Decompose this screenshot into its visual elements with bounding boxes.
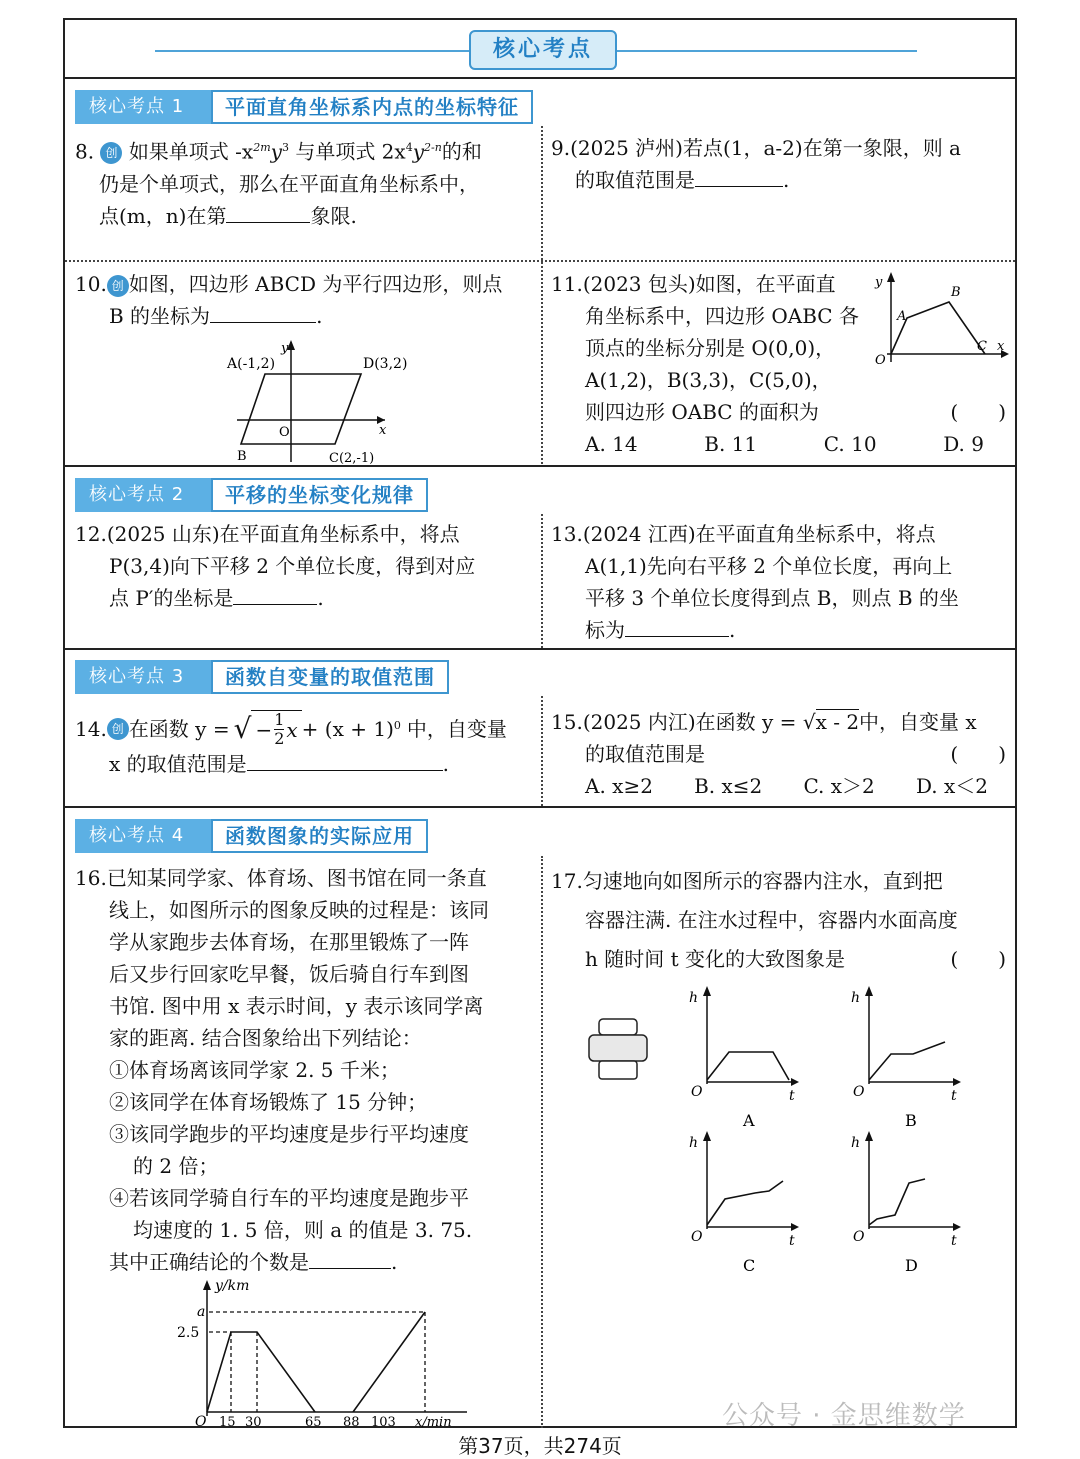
fraction-denominator: 2	[274, 729, 285, 748]
creative-badge: 创	[100, 142, 122, 164]
conclusion-1: ①体育场离该同学家 2. 5 千米；	[109, 1058, 400, 1082]
graph-label-b: B	[905, 1111, 917, 1130]
q12-text: P(3,4)向下平移 2 个单位长度，得到对应	[109, 554, 476, 578]
x-axis-label: x	[997, 339, 1005, 354]
q16-text: 线上，如图所示的图象反映的过程是：该同	[109, 898, 489, 922]
q17-text: h 随时间 t 变化的大致图象是	[585, 947, 845, 971]
q16-text: 已知某同学家、体育场、图书馆在同一条直	[106, 866, 487, 890]
q8-text: 点(m，n)在第	[99, 203, 227, 228]
question-number: 17.	[551, 869, 583, 893]
option-graph-b[interactable]	[847, 980, 967, 1130]
q11-text: 则四边形 OABC 的面积为	[585, 400, 819, 424]
q11-text: 顶点的坐标分别是 O(0,0)，	[585, 336, 836, 360]
question-14: 14. 创 在函数 y = √ − $\frac{1}{2}$ x + (x + 1) 0 中，自变量 x 的取值范围是 .	[75, 710, 507, 776]
y-axis-label: y/km	[215, 1278, 250, 1294]
option-graph-a[interactable]	[685, 980, 805, 1130]
divider	[65, 465, 1015, 467]
q16-text: 其中正确结论的个数是	[109, 1250, 309, 1274]
origin-label: O	[853, 1229, 865, 1245]
question-13	[551, 518, 1006, 646]
q9-text: 的取值范围是	[575, 168, 695, 192]
radicand: x - 2	[815, 710, 860, 734]
point-label-a: A(-1,2)	[227, 356, 276, 372]
q16-text: 家的距离. 结合图象给出下列结论：	[109, 1026, 422, 1050]
q11-text: (2023 包头)如图，在平面直	[582, 272, 836, 296]
page-number: 第37页，共274页	[458, 1434, 622, 1458]
q16-text: 后又步行回家吃早餐，饭后骑自行车到图	[109, 962, 469, 986]
question-number: 16.	[75, 866, 107, 890]
h-axis-label: h	[851, 1135, 861, 1151]
question-number: 9.	[551, 136, 571, 160]
answer-blank[interactable]	[210, 300, 316, 323]
answer-blank[interactable]	[695, 164, 783, 187]
question-number: 11.	[551, 272, 583, 296]
q8-text: 如果单项式 -x	[128, 139, 254, 164]
question-9	[551, 132, 1006, 196]
tick-label-15: 15	[219, 1415, 236, 1430]
q13-text: 标为	[585, 618, 625, 642]
q8-text: 的和	[441, 139, 482, 164]
option-c[interactable]: C. x＞2	[803, 774, 875, 798]
section-header-1	[75, 90, 533, 124]
y-axis-label: y	[281, 341, 289, 356]
section-tag: 核心考点 4	[75, 819, 211, 853]
origin-label: O	[853, 1084, 865, 1100]
q14-text: x 的取值范围是	[109, 752, 247, 776]
option-graph-c[interactable]	[685, 1125, 805, 1275]
q10-text: .	[316, 304, 323, 328]
t-axis-label: t	[951, 1088, 957, 1104]
container-illustration	[585, 1015, 651, 1085]
h-axis-label: h	[689, 1135, 699, 1151]
section-header-2	[75, 478, 428, 512]
question-12	[75, 518, 533, 614]
question-number: 14.	[75, 717, 107, 741]
point-label-b: B	[237, 449, 247, 464]
section-name: 函数自变量的取值范围	[211, 660, 449, 694]
q12-text: (2025 山东)在平面直角坐标系中，将点	[106, 522, 460, 546]
q16-text: 学从家跑步去体育场，在那里锻炼了一阵	[109, 930, 469, 954]
answer-blank[interactable]	[226, 200, 310, 223]
q15-text: (2025 内江)在函数 y =	[582, 710, 797, 734]
conclusion-3: ③该同学跑步的平均速度是步行平均速度	[109, 1122, 469, 1146]
point-label-c: C(2,-1)	[329, 451, 375, 466]
origin-label: O	[875, 353, 886, 368]
graph-label-d: D	[905, 1256, 918, 1275]
column-divider	[541, 126, 543, 464]
q14-text: 中，自变量	[406, 717, 507, 741]
section-name: 平面直角坐标系内点的坐标特征	[211, 90, 533, 124]
parallelogram-figure	[225, 338, 408, 466]
exponent: 0	[393, 719, 401, 732]
q8-text: 与单项式 2x	[295, 139, 406, 164]
question-17	[551, 862, 1006, 979]
divider	[65, 806, 1015, 808]
q14-text: 在函数 y =	[128, 717, 230, 741]
section-name: 平移的坐标变化规律	[211, 478, 428, 512]
origin-label: O	[195, 1414, 207, 1430]
y-axis-label: y	[875, 275, 883, 290]
section-header-3	[75, 660, 449, 694]
q16-text: 书馆. 图中用 x 表示时间，y 表示该同学离	[109, 994, 484, 1018]
q17-text: 匀速地向如图所示的容器内注水，直到把	[582, 869, 943, 893]
column-divider	[541, 856, 543, 1428]
origin-label: O	[691, 1084, 703, 1100]
fraction-numerator: 1	[274, 710, 285, 729]
conclusion-2: ②该同学在体育场锻炼了 15 分钟；	[109, 1090, 428, 1114]
q13-text: 平移 3 个单位长度得到点 B，则点 B 的坐	[585, 586, 959, 610]
answer-blank[interactable]	[309, 1246, 391, 1269]
question-10	[75, 268, 533, 332]
option-b[interactable]: B. 11	[704, 432, 758, 456]
point-label-a: A	[897, 309, 907, 324]
conclusion-3: 的 2 倍；	[133, 1154, 219, 1178]
page-frame	[63, 18, 1017, 1428]
point-label-d: D(3,2)	[363, 356, 408, 372]
option-d[interactable]: D. 9	[943, 432, 984, 456]
option-a[interactable]: A. x≥2	[585, 774, 653, 798]
answer-paren[interactable]: ( )	[950, 947, 1006, 971]
q16-text: .	[391, 1250, 398, 1274]
point-label-c: C	[977, 339, 987, 354]
tick-label-a: a	[197, 1304, 206, 1320]
section-tag: 核心考点 1	[75, 90, 211, 124]
q15-text: 的取值范围是	[585, 742, 705, 766]
q9-text: .	[783, 168, 790, 192]
answer-paren[interactable]: ( )	[950, 742, 1006, 766]
q9-text: (2025 泸州)若点(1，a-2)在第一象限，则 a	[570, 136, 961, 160]
q11-text: 角坐标系中，四边形 OABC 各	[585, 304, 859, 328]
x-axis-label: x/min	[415, 1415, 452, 1430]
origin-label: O	[279, 425, 290, 440]
point-label-b: B	[951, 285, 961, 300]
watermark: 公众号 · 金思维数学	[722, 1401, 966, 1431]
question-16	[75, 862, 533, 1278]
t-axis-label: t	[789, 1233, 795, 1249]
h-axis-label: h	[689, 990, 699, 1006]
creative-badge: 创	[107, 718, 129, 740]
graph-label-c: C	[743, 1256, 756, 1275]
q13-text: A(1,1)先向右平移 2 个单位长度，再向上	[585, 554, 953, 578]
answer-paren[interactable]: ( )	[950, 400, 1006, 424]
tick-label-30: 30	[245, 1415, 262, 1430]
q12-text: 点 P′的坐标是	[109, 586, 234, 610]
section-tag: 核心考点 3	[75, 660, 211, 694]
question-number: 8.	[75, 139, 95, 164]
quadrilateral-figure	[871, 268, 1011, 366]
answer-blank[interactable]	[247, 748, 443, 771]
section-tag: 核心考点 2	[75, 478, 211, 512]
q13-text: (2024 江西)在平面直角坐标系中，将点	[582, 522, 936, 546]
section-name: 函数图象的实际应用	[211, 819, 428, 853]
question-15: 15.(2025 内江)在函数 y = √x - 2中，自变量 x 的取值范围是 ( ) A. x≥2 B. x≤2 C. x＞2 D. x＜2	[551, 706, 1006, 802]
answer-blank[interactable]	[625, 614, 729, 637]
tick-label-103: 103	[371, 1415, 396, 1430]
question-number: 13.	[551, 522, 583, 546]
q12-text: .	[317, 586, 324, 610]
answer-blank[interactable]	[233, 582, 317, 605]
origin-label: O	[691, 1229, 703, 1245]
q14-text: .	[442, 752, 449, 776]
x-axis-label: x	[379, 423, 387, 438]
option-c[interactable]: C. 10	[823, 432, 877, 456]
question-number: 12.	[75, 522, 107, 546]
distance-time-graph	[177, 1276, 477, 1430]
option-b[interactable]: B. x≤2	[694, 774, 763, 798]
section-header-4	[75, 819, 428, 853]
q8-text: 仍是个单项式，那么在平面直角坐标系中，	[99, 171, 479, 196]
graph-label-a: A	[743, 1111, 755, 1130]
q17-text: 容器注满. 在注水过程中，容器内水面高度	[585, 908, 958, 932]
q11-text: A(1,2)，B(3,3)，C(5,0)，	[585, 368, 832, 392]
conclusion-4: ④若该同学骑自行车的平均速度是跑步平	[109, 1186, 469, 1210]
title-rule-right	[617, 50, 917, 52]
t-axis-label: t	[789, 1088, 795, 1104]
tick-label-65: 65	[305, 1415, 322, 1430]
tick-label-2-5: 2.5	[177, 1325, 200, 1341]
option-graph-d[interactable]	[847, 1125, 967, 1275]
tick-label-88: 88	[343, 1415, 360, 1430]
column-divider	[541, 514, 543, 648]
page-title: 核心考点	[469, 30, 617, 70]
option-a[interactable]: A. 14	[585, 432, 638, 456]
column-divider	[541, 696, 543, 806]
q10-text: 如图，四边形 ABCD 为平行四边形，则点	[128, 272, 503, 296]
q10-text: B 的坐标为	[109, 304, 211, 328]
q15-text: 中，自变量 x	[859, 710, 977, 734]
question-8: 8. 创 如果单项式 $-x^{2m}y^3$ 与单项式 $2x^4y^{2-n}$的和 仍是个单项式，那么在平面直角坐标系中， 点(m，n)在第 象限.	[75, 132, 533, 232]
t-axis-label: t	[951, 1233, 957, 1249]
divider	[65, 648, 1015, 650]
title-rule-left	[155, 50, 469, 52]
h-axis-label: h	[851, 990, 861, 1006]
question-number: 15.	[551, 710, 583, 734]
question-number: 10.	[75, 272, 107, 296]
creative-badge: 创	[107, 275, 129, 297]
divider	[65, 77, 1015, 79]
q13-text: .	[729, 618, 736, 642]
option-d[interactable]: D. x＜2	[915, 774, 988, 798]
divider	[65, 260, 1015, 262]
q8-text: 象限.	[310, 203, 357, 228]
conclusion-4: 均速度的 1. 5 倍，则 a 的值是 3. 75.	[133, 1218, 473, 1242]
q14-text: + (x + 1)	[301, 717, 394, 741]
